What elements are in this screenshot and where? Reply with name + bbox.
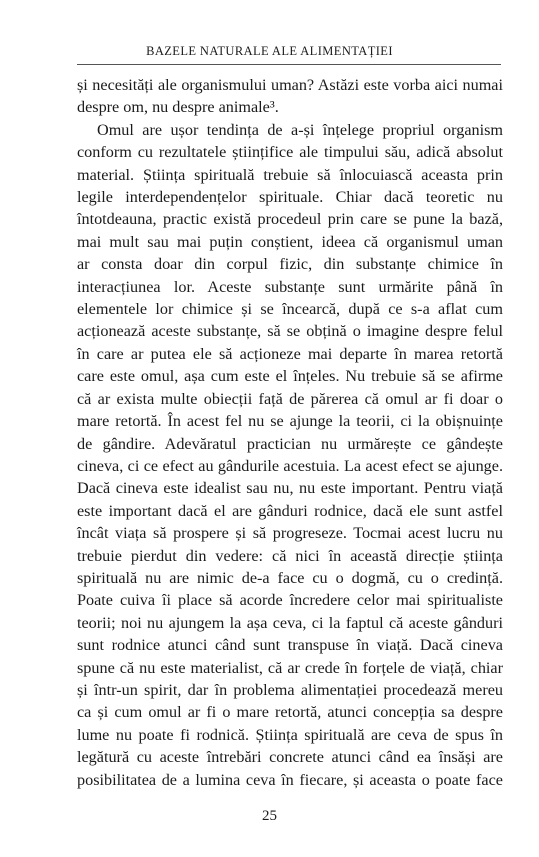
text-line: ar consta doar din corpul fizic, din substanțe chimice în	[77, 255, 503, 274]
body-text	[77, 74, 503, 791]
text-line: mai mult sau mai puțin conștient, ideea că organismul uman	[77, 232, 503, 251]
text-line: interacțiunea lor. Aceste substanțe sunt urmărite până în	[77, 277, 503, 296]
text-line: Dacă cineva este idealist sau nu, nu este important. Pentru viață	[77, 479, 503, 498]
page-number: 25	[262, 808, 277, 824]
text-line: mare retortă. În acest fel nu se ajunge la teorii, ci la obișnuințe	[77, 412, 503, 431]
text-line: spune că nu este materialist, că ar crede în forțele de viață, chiar	[77, 658, 503, 677]
text-line: conform cu rezultatele științifice ale timpului său, adică absolut	[77, 143, 503, 162]
text-line: este important dacă el are gânduri rodnice, dacă ele sunt astfel	[77, 501, 503, 520]
text-line: legătură cu aceste întrebări concrete atunci când ea însăși are	[77, 748, 503, 767]
text-line: în care ar putea ele să acționeze mai departe în marea retortă	[77, 344, 503, 363]
text-line: că ar exista multe obiecții față de părerea că omul ar fi doar o	[77, 389, 503, 408]
text-line: acționează aceste substanțe, să se obțină o imagine despre felul	[77, 322, 503, 341]
text-line: teorii; noi nu ajungem la așa ceva, ci la faptul că aceste gânduri	[77, 613, 503, 632]
text-line: elementele lor chimice și se încearcă, după ce s-a aflat cum	[77, 300, 503, 319]
text-line: material. Știința spirituală trebuie să înlocuiască aceasta prin	[77, 165, 503, 184]
text-line: despre om, nu despre animale³.	[77, 98, 279, 117]
text-line: Omul are ușor tendința de a-și înțelege propriul organism	[97, 120, 503, 139]
text-line: cineva, ci ce efect au gândurile acestuia. La acest efect se ajunge.	[77, 456, 503, 475]
header-rule	[77, 64, 501, 65]
text-line: spirituală nu are nimic de-a face cu o dogmă, cu o credință.	[77, 568, 503, 587]
text-line: lume nu poate fi rodnică. Știința spirituală are ceva de spus în	[77, 725, 503, 744]
text-line: ca și cum omul ar fi o mare retortă, atunci concepția sa despre	[77, 703, 503, 722]
text-line: de gândire. Adevăratul practician nu urmărește ce gândește	[77, 434, 503, 453]
text-line: trebuie pierdut din vedere: că nici în această direcție știința	[77, 546, 503, 565]
text-line: întotdeauna, practic există procedeul prin care se pune la bază,	[77, 210, 503, 229]
text-line: posibilitatea de a lumina ceva în fiecare, și aceasta o poate face	[77, 770, 503, 789]
text-line: și într-un spirit, dar în problema alimentației procedează mereu	[77, 680, 503, 699]
text-line: sunt rodnice atunci când sunt transpuse în viață. Dacă cineva	[77, 636, 503, 655]
text-line: și necesități ale organismului uman? Astăzi este vorba aici numai	[77, 76, 503, 94]
text-line: Poate cuiva îi place să acorde încredere celor mai spiritualiste	[77, 591, 503, 610]
running-head: BAZELE NATURALE ALE ALIMENTAȚIEI	[146, 44, 393, 58]
text-line: care este omul, așa cum este el înțeles. Nu trebuie să se afirme	[77, 367, 503, 386]
text-line: legile interdependențelor spirituale. Chiar dacă teoretic nu	[77, 188, 503, 207]
text-line: încât viața să prospere și să progreseze. Tocmai acest lucru nu	[77, 524, 503, 543]
